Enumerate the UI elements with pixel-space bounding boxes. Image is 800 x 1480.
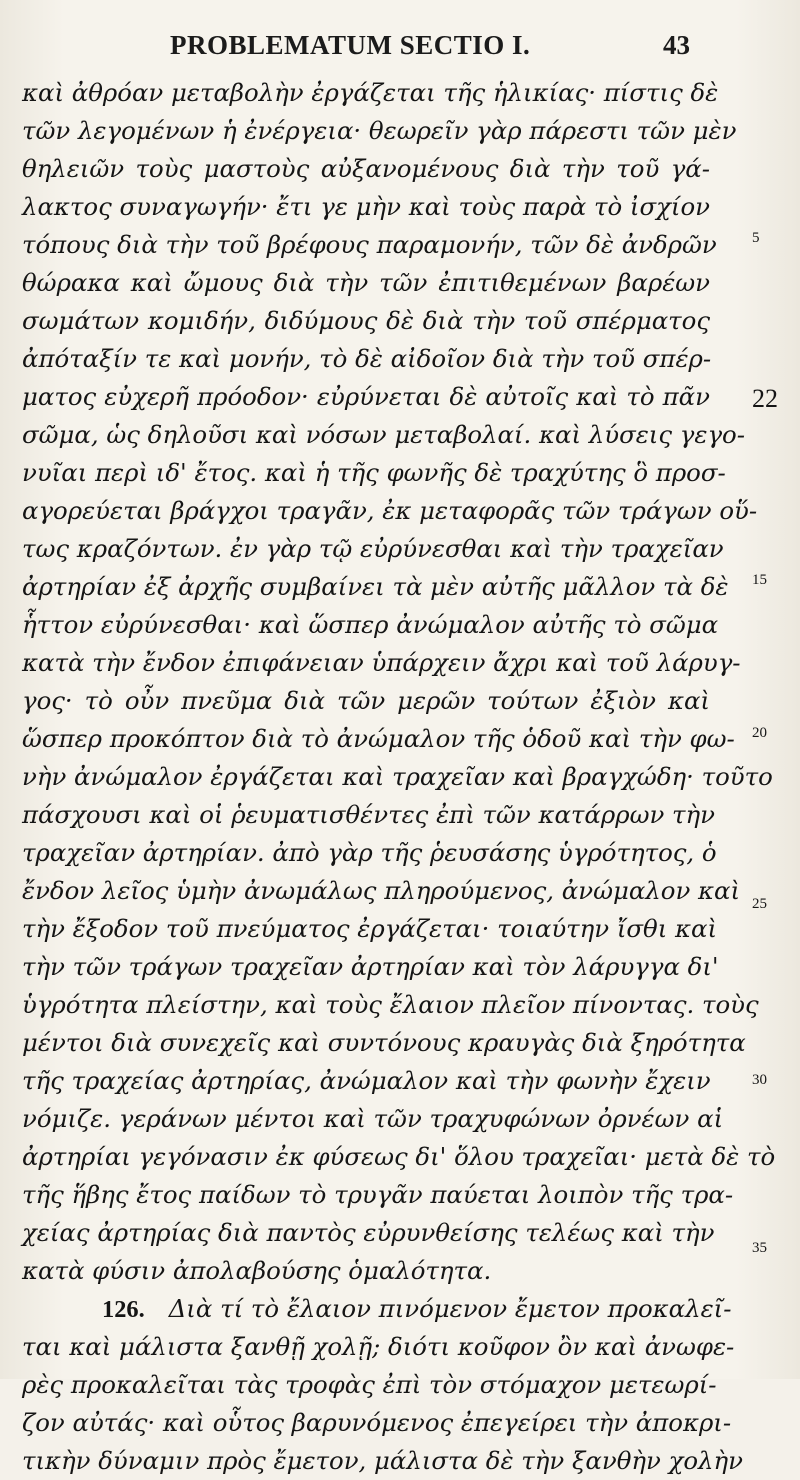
text-line: τικὴν δύναμιν πρὸς ἔμετον, μάλιστα δὲ τὴν ξανθὴν χολὴν	[22, 1446, 743, 1475]
text-line: ρὲς προκαλεῖται τὰς τροφὰς ἐπὶ τὸν στόμαχον μετεωρί-	[22, 1370, 717, 1399]
running-head: PROBLEMATUM SECTIO I.	[170, 30, 531, 60]
text-line: τῆς ἥβης ἔτος παίδων τὸ τρυγᾶν παύεται λοιπὸν τῆς τρα-	[22, 1180, 734, 1209]
text-line: τραχεῖαν ἀρτηρίαν. ἀπὸ γὰρ τῆς ῥευσάσης ὑγρότητος, ὁ	[22, 838, 717, 867]
text-line: κατὰ φύσιν ἀπολαβούσης ὁμαλότητα.	[22, 1256, 492, 1285]
text-line: σῶμα, ὡς δηλοῦσι καὶ νόσων μεταβολαί. καὶ λύσεις γεγο-	[22, 420, 745, 449]
line-number-marker: 20	[752, 725, 767, 741]
text-line: γος· τὸ οὖν πνεῦμα διὰ τῶν μερῶν τούτων ἐξιὸν καὶ	[22, 686, 710, 715]
line-number-marker: 5	[752, 230, 760, 246]
text-line: νυῖαι περὶ ιδ' ἔτος. καὶ ἡ τῆς φωνῆς δὲ τραχύτης ὃ προσ-	[22, 458, 726, 487]
line-number-marker: 35	[752, 1240, 767, 1256]
text-line: τὴν τῶν τράγων τραχεῖαν ἀρτηρίαν καὶ τὸν λάρυγγα δι'	[22, 952, 719, 981]
line-number-marker: 30	[752, 1072, 767, 1088]
text-line: σωμάτων κομιδήν, διδύμους δὲ διὰ τὴν τοῦ σπέρματος	[22, 306, 710, 335]
page-number: 43	[663, 30, 690, 60]
text-line: ματος εὐχερῆ πρόοδον· εὐρύνεται δὲ αὐτοῖς καὶ τὸ πᾶν	[22, 382, 710, 411]
text-line: ὑγρότητα πλείστην, καὶ τοὺς ἔλαιον πλεῖον πίνοντας. τοὺς	[22, 990, 759, 1019]
text-line: νὴν ἀνώμαλον ἐργάζεται καὶ τραχεῖαν καὶ βραγχώδη· τοῦτο	[22, 762, 773, 791]
text-line: Διὰ τί τὸ ἔλαιον πινόμενον ἔμετον προκαλεῖ-	[168, 1294, 732, 1323]
text-line: κατὰ τὴν ἔνδον ἐπιφάνειαν ὑπάρχειν ἄχρι καὶ τοῦ λάρυγ-	[22, 648, 741, 677]
text-line: λακτος συναγωγήν· ἔτι γε μὴν καὶ τοὺς παρὰ τὸ ἰσχίον	[22, 192, 710, 221]
text-line: τῶν λεγομένων ἡ ἐνέργεια· θεωρεῖν γὰρ πάρεστι τῶν μὲν	[22, 116, 737, 145]
text-line: ἀρτηρίαν ἐξ ἀρχῆς συμβαίνει τὰ μὲν αὐτῆς μᾶλλον τὰ δὲ	[22, 572, 729, 601]
page-header	[170, 30, 690, 70]
text-line: θώρακα καὶ ὤμους διὰ τὴν τῶν ἐπιτιθεμένων βαρέων	[22, 268, 710, 297]
text-line: καὶ ἀθρόαν μεταβολὴν ἐργάζεται τῆς ἡλικίας· πίστις δὲ	[22, 78, 719, 107]
text-line: ἔνδον λεῖος ὑμὴν ἀνωμάλως πληρούμενος, ἀνώμαλον καὶ	[22, 876, 741, 905]
text-line: μέντοι διὰ συνεχεῖς καὶ συντόνους κραυγὰς διὰ ξηρότητα	[22, 1028, 746, 1057]
text-line: ἧττον εὐρύνεσθαι· καὶ ὥσπερ ἀνώμαλον αὐτῆς τὸ σῶμα	[22, 610, 719, 639]
line-number-marker: 25	[752, 896, 767, 912]
line-number-marker: 15	[752, 572, 767, 588]
text-line: τὴν ἔξοδον τοῦ πνεύματος ἐργάζεται· τοιαύτην ἴσθι καὶ	[22, 914, 718, 943]
text-line: πάσχουσι καὶ οἱ ῥευματισθέντες ἐπὶ τῶν κατάρρων τὴν	[22, 800, 715, 829]
text-line: θηλειῶν τοὺς μαστοὺς αὐξανομένους διὰ τὴν τοῦ γά-	[22, 154, 710, 183]
text-line: ἀπόταξίν τε καὶ μονήν, τὸ δὲ αἰδοῖον διὰ τὴν τοῦ σπέρ-	[22, 344, 712, 373]
section-heading-line	[22, 1290, 732, 1328]
text-line: χείας ἀρτηρίας διὰ παντὸς εὐρυνθείσης τελέως καὶ τὴν	[22, 1218, 715, 1247]
text-line: ται καὶ μάλιστα ξανθῇ χολῇ; διότι κοῦφον ὂν καὶ ἀνωφε-	[22, 1332, 735, 1361]
text-line: νόμιζε. γεράνων μέντοι καὶ τῶν τραχυφώνων ὀρνέων αἱ	[22, 1104, 724, 1133]
text-line: ἀρτηρίαι γεγόνασιν ἐκ φύσεως δι' ὅλου τραχεῖαι· μετὰ δὲ τὸ	[22, 1142, 776, 1171]
text-line: τῆς τραχείας ἀρτηρίας, ἀνώμαλον καὶ τὴν φωνὴν ἔχειν	[22, 1066, 711, 1095]
section-number: 126.	[102, 1296, 145, 1323]
edition-page-marker: 22	[752, 384, 778, 413]
text-line: αγορεύεται βράγχοι τραγᾶν, ἐκ μεταφορᾶς τῶν τράγων οὕ-	[22, 496, 758, 525]
text-line: τόπους διὰ τὴν τοῦ βρέφους παραμονήν, τῶν δὲ ἀνδρῶν	[22, 230, 717, 259]
text-line: ζον αὐτάς· καὶ οὗτος βαρυνόμενος ἐπεγείρει τὴν ἀποκρι-	[22, 1408, 732, 1437]
text-line: τως κραζόντων. ἐν γὰρ τῷ εὐρύνεσθαι καὶ τὴν τραχεῖαν	[22, 534, 724, 563]
text-line: ὥσπερ προκόπτον διὰ τὸ ἀνώμαλον τῆς ὁδοῦ καὶ τὴν φω-	[22, 724, 735, 753]
